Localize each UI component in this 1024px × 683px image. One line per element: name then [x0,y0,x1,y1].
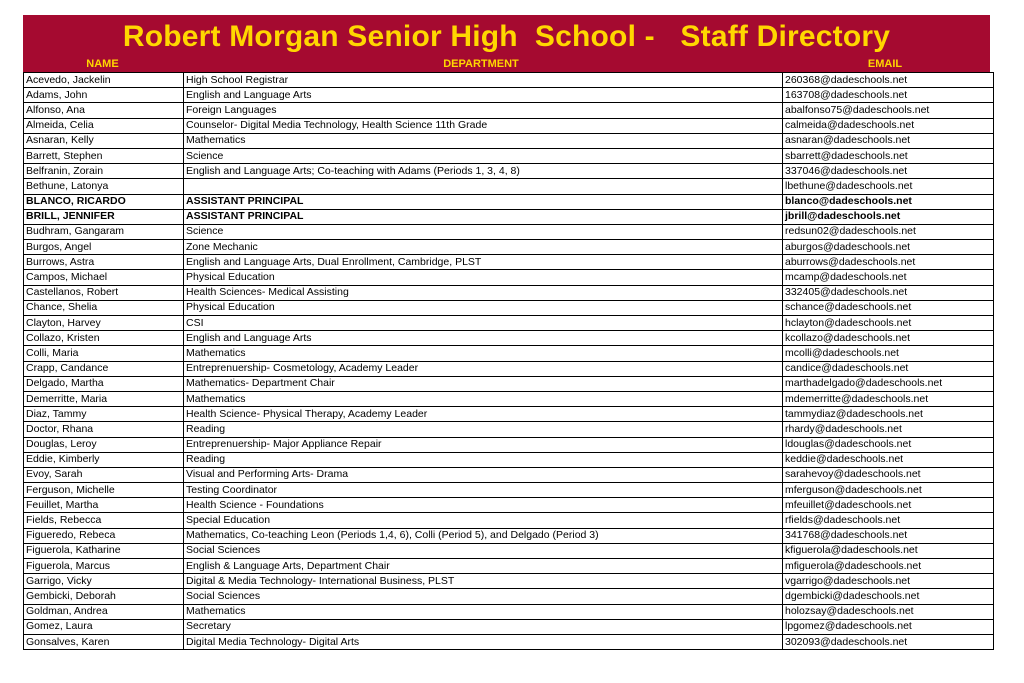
cell-name: Bethune, Latonya [24,179,184,194]
cell-name: Eddie, Kimberly [24,452,184,467]
cell-email: vgarrigo@dadeschools.net [783,574,994,589]
column-header-name: NAME [86,58,119,70]
cell-department: Entreprenuership- Cosmetology, Academy Leader [184,361,783,376]
column-header-email: EMAIL [867,58,903,70]
cell-department: Reading [184,422,783,437]
cell-name: Gembicki, Deborah [24,589,184,604]
cell-email: blanco@dadeschools.net [783,194,994,209]
cell-name: Alfonso, Ana [24,103,184,118]
cell-department: English and Language Arts [184,88,783,103]
table-row [24,391,994,406]
cell-department: Mathematics [184,391,783,406]
cell-email: redsun02@dadeschools.net [783,224,994,239]
cell-email: mfiguerola@dadeschools.net [783,559,994,574]
cell-department: Digital & Media Technology- International Business, PLST [184,574,783,589]
cell-name: Campos, Michael [24,270,184,285]
cell-department: CSI [184,316,783,331]
cell-email: hclayton@dadeschools.net [783,316,994,331]
cell-email: sarahevoy@dadeschools.net [783,467,994,482]
table-row [24,346,994,361]
table-row [24,88,994,103]
cell-department: Testing Coordinator [184,483,783,498]
cell-department: Secretary [184,619,783,634]
cell-name: Feuillet, Martha [24,498,184,513]
table-row [24,164,994,179]
cell-name: Barrett, Stephen [24,148,184,163]
cell-email: candice@dadeschools.net [783,361,994,376]
cell-department: English and Language Arts [184,331,783,346]
column-headers [23,58,990,72]
cell-department: Physical Education [184,270,783,285]
table-row [24,483,994,498]
cell-department: Science [184,148,783,163]
table-row [24,133,994,148]
table-row [24,179,994,194]
table-row [24,513,994,528]
cell-email: asnaran@dadeschools.net [783,133,994,148]
staff-table-body [24,73,994,650]
cell-email: mferguson@dadeschools.net [783,483,994,498]
table-row [24,422,994,437]
cell-name: BLANCO, RICARDO [24,194,184,209]
cell-email: 332405@dadeschools.net [783,285,994,300]
cell-name: Gomez, Laura [24,619,184,634]
table-row [24,224,994,239]
cell-email: mcamp@dadeschools.net [783,270,994,285]
cell-department: Social Sciences [184,589,783,604]
table-row [24,452,994,467]
staff-directory-sheet [23,15,990,650]
cell-name: Diaz, Tammy [24,407,184,422]
cell-department: Social Sciences [184,543,783,558]
cell-email: 260368@dadeschools.net [783,73,994,88]
cell-name: Burrows, Astra [24,255,184,270]
cell-email: aburrows@dadeschools.net [783,255,994,270]
cell-email: lbethune@dadeschools.net [783,179,994,194]
cell-name: Adams, John [24,88,184,103]
cell-department [184,179,783,194]
cell-email: 302093@dadeschools.net [783,634,994,649]
table-row [24,376,994,391]
cell-name: Castellanos, Robert [24,285,184,300]
cell-department: Mathematics [184,133,783,148]
cell-department: High School Registrar [184,73,783,88]
cell-department: Counselor- Digital Media Technology, Health Science 11th Grade [184,118,783,133]
table-row [24,240,994,255]
cell-name: Figuerola, Katharine [24,543,184,558]
cell-name: Garrigo, Vicky [24,574,184,589]
cell-email: holozsay@dadeschools.net [783,604,994,619]
cell-department: ASSISTANT PRINCIPAL [184,209,783,224]
table-row [24,437,994,452]
cell-email: kcollazo@dadeschools.net [783,331,994,346]
cell-email: lpgomez@dadeschools.net [783,619,994,634]
cell-department: Mathematics [184,604,783,619]
cell-email: jbrill@dadeschools.net [783,209,994,224]
table-row [24,73,994,88]
cell-name: Burgos, Angel [24,240,184,255]
cell-department: Physical Education [184,300,783,315]
cell-name: Fields, Rebecca [24,513,184,528]
cell-name: Collazo, Kristen [24,331,184,346]
cell-department: Health Sciences- Medical Assisting [184,285,783,300]
cell-name: Demerritte, Maria [24,391,184,406]
cell-email: rhardy@dadeschools.net [783,422,994,437]
cell-department: English and Language Arts; Co-teaching with Adams (Periods 1, 3, 4, 8) [184,164,783,179]
cell-name: Gonsalves, Karen [24,634,184,649]
table-row [24,634,994,649]
table-row [24,559,994,574]
table-row [24,589,994,604]
cell-name: Belfranin, Zorain [24,164,184,179]
cell-name: Figuerola, Marcus [24,559,184,574]
cell-email: kfiguerola@dadeschools.net [783,543,994,558]
cell-name: Ferguson, Michelle [24,483,184,498]
cell-email: mdemerritte@dadeschools.net [783,391,994,406]
table-row [24,604,994,619]
page-title: Robert Morgan Senior High School - Staff Directory [23,15,990,58]
cell-name: Douglas, Leroy [24,437,184,452]
cell-department: Mathematics- Department Chair [184,376,783,391]
table-row [24,316,994,331]
table-row [24,255,994,270]
table-row [24,148,994,163]
table-row [24,209,994,224]
cell-email: mcolli@dadeschools.net [783,346,994,361]
table-row [24,361,994,376]
cell-name: Figueredo, Rebeca [24,528,184,543]
cell-email: ldouglas@dadeschools.net [783,437,994,452]
cell-department: Zone Mechanic [184,240,783,255]
cell-email: rfields@dadeschools.net [783,513,994,528]
table-row [24,619,994,634]
cell-name: Almeida, Celia [24,118,184,133]
cell-email: keddie@dadeschools.net [783,452,994,467]
table-row [24,543,994,558]
table-row [24,285,994,300]
cell-name: Doctor, Rhana [24,422,184,437]
cell-department: Health Science - Foundations [184,498,783,513]
cell-department: Entreprenuership- Major Appliance Repair [184,437,783,452]
table-row [24,270,994,285]
cell-department: English and Language Arts, Dual Enrollment, Cambridge, PLST [184,255,783,270]
cell-name: Chance, Shelia [24,300,184,315]
table-row [24,300,994,315]
table-row [24,331,994,346]
cell-department: Digital Media Technology- Digital Arts [184,634,783,649]
table-row [24,407,994,422]
table-row [24,118,994,133]
cell-department: Science [184,224,783,239]
cell-department: Mathematics, Co-teaching Leon (Periods 1,4, 6), Colli (Period 5), and Delgado (Period 3) [184,528,783,543]
column-header-department: DEPARTMENT [443,58,519,70]
table-row [24,528,994,543]
cell-name: Budhram, Gangaram [24,224,184,239]
cell-name: Crapp, Candance [24,361,184,376]
table-row [24,194,994,209]
cell-name: Clayton, Harvey [24,316,184,331]
cell-email: tammydiaz@dadeschools.net [783,407,994,422]
cell-department: Mathematics [184,346,783,361]
cell-department: ASSISTANT PRINCIPAL [184,194,783,209]
cell-email: 337046@dadeschools.net [783,164,994,179]
cell-email: 341768@dadeschools.net [783,528,994,543]
cell-department: Health Science- Physical Therapy, Academy Leader [184,407,783,422]
cell-name: Goldman, Andrea [24,604,184,619]
cell-name: Acevedo, Jackelin [24,73,184,88]
cell-email: mfeuillet@dadeschools.net [783,498,994,513]
cell-name: Asnaran, Kelly [24,133,184,148]
table-row [24,103,994,118]
table-row [24,467,994,482]
cell-email: schance@dadeschools.net [783,300,994,315]
cell-department: Foreign Languages [184,103,783,118]
table-row [24,574,994,589]
cell-name: BRILL, JENNIFER [24,209,184,224]
cell-email: sbarrett@dadeschools.net [783,148,994,163]
cell-email: calmeida@dadeschools.net [783,118,994,133]
table-row [24,498,994,513]
cell-name: Colli, Maria [24,346,184,361]
cell-email: marthadelgado@dadeschools.net [783,376,994,391]
cell-email: abalfonso75@dadeschools.net [783,103,994,118]
cell-department: Reading [184,452,783,467]
staff-table [23,72,994,650]
cell-email: aburgos@dadeschools.net [783,240,994,255]
cell-name: Delgado, Martha [24,376,184,391]
cell-email: dgembicki@dadeschools.net [783,589,994,604]
cell-department: Special Education [184,513,783,528]
cell-department: English & Language Arts, Department Chair [184,559,783,574]
cell-name: Evoy, Sarah [24,467,184,482]
cell-email: 163708@dadeschools.net [783,88,994,103]
cell-department: Visual and Performing Arts- Drama [184,467,783,482]
